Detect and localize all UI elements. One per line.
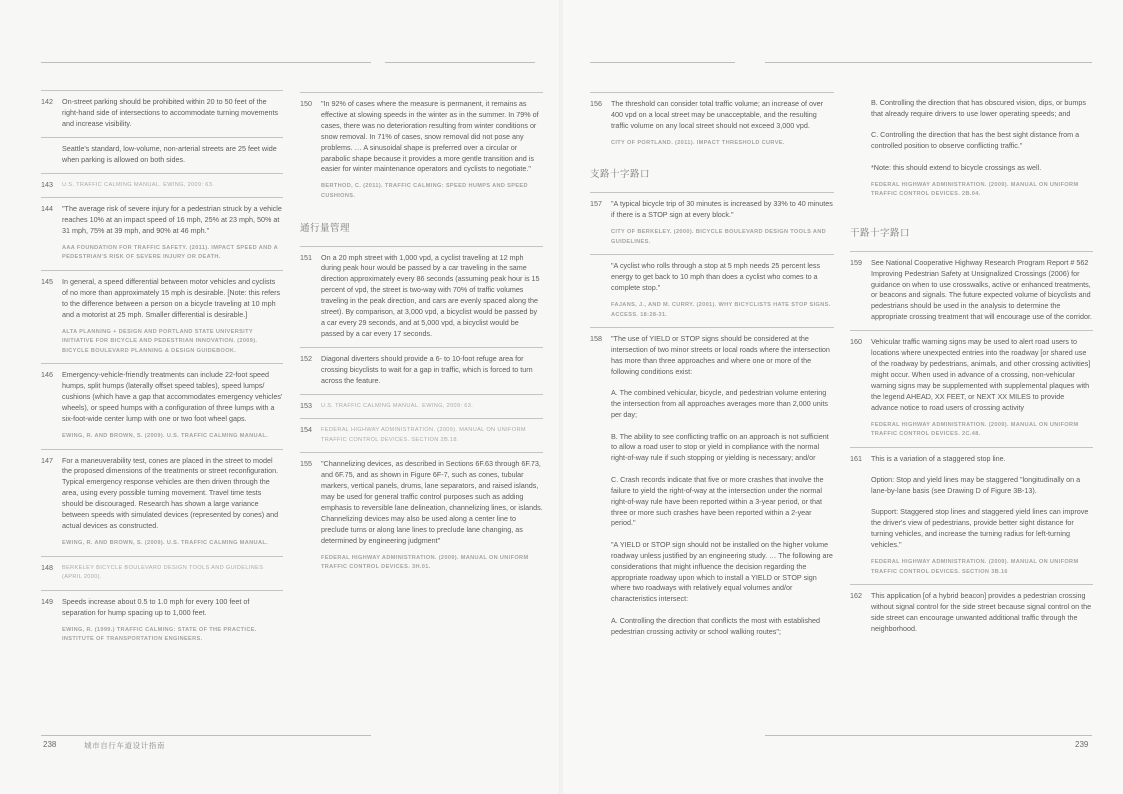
endnote-text: The threshold can consider total traffic volume; an increase of over 400 vpd on a local street may be unacceptable, and the resulting traffic volume on any local street should not exceed 3,000 vpd.	[611, 99, 824, 130]
endnote-source: EWING, R. AND BROWN, S. (2009). U.S. TRAFFIC CALMING MANUAL.	[62, 539, 269, 546]
endnote-source: FEDERAL HIGHWAY ADMINISTRATION. (2009). MANUAL ON UNIFORM TRAFFIC CONTROL DEVICES. 2C.48.	[871, 421, 1079, 438]
endnote-body	[611, 199, 834, 247]
endnote-body	[871, 454, 1093, 578]
endnote-number: 158	[590, 334, 602, 344]
endnote-body	[62, 277, 283, 356]
endnote	[41, 590, 283, 652]
endnote-number: 149	[41, 596, 53, 606]
endnote	[300, 92, 543, 209]
endnote-source: EWING, R. (1999.) TRAFFIC CALMING: STATE OF THE PRACTICE. INSTITUTE OF TRANSPORTATION ENGINEERS.	[62, 626, 257, 643]
endnote-number: 152	[300, 353, 312, 363]
endnote-text: *Note: this should extend to bicycle crossings as well.	[871, 162, 1042, 172]
footer-rule	[765, 735, 1092, 736]
endnote-text: "A typical bicycle trip of 30 minutes is increased by 33% to 40 minutes if there is a STOP sign at every block."	[611, 199, 833, 220]
notes-column-3	[590, 92, 834, 645]
endnote-number: 142	[41, 97, 53, 106]
endnote	[590, 327, 834, 644]
endnote	[41, 137, 283, 173]
endnote-text: C. Controlling the direction that has the best sight distance from a controlled position to observe conflicting traffic."	[871, 130, 1080, 151]
endnote-source: U.S. TRAFFIC CALMING MANUAL. EWING, 2009: 63.	[321, 402, 474, 409]
endnote-number: 150	[300, 99, 312, 108]
endnote-source: CITY OF PORTLAND. (2011). IMPACT THRESHOLD CURVE.	[611, 139, 785, 146]
endnote	[41, 197, 283, 270]
top-rule	[385, 62, 535, 63]
endnote-text: Option: Stop and yield lines may be staggered "longitudinally on a lane-by-lane basis (see Drawing D of Figure 3B-13).	[871, 475, 1081, 495]
endnote-number: 159	[850, 257, 862, 267]
endnote-text: This application [of a hybrid beacon] provides a pedestrian crossing without signal control for the side street because signal control on the side street can encourage unwanted additional traffic through the neighborhood.	[871, 591, 1092, 633]
endnote	[850, 92, 1093, 207]
endnote-body	[321, 402, 543, 412]
endnote	[850, 330, 1093, 447]
endnote	[300, 347, 543, 394]
endnote-body	[871, 591, 1093, 635]
endnote-text: On-street parking should be prohibited within 20 to 50 feet of the right-hand side of intersections to accommodate turning movements and increase visibility.	[62, 97, 279, 128]
endnote-number: 161	[850, 453, 862, 463]
endnote	[300, 394, 543, 419]
endnote-text: On a 20 mph street with 1,000 vpd, a cyclist traveling at 12 mph during peak hour would be passed by a car traveling in the same direction approximately every 86 seconds (assuming peak hour is 15 percent of vpd, the street is two-way with 70% of traffic volumes traveling in the peak direction, and cars are evenly spaced along the street). By comparison, at 3,000 vpd, a bicyclist would be passed by a car every 29 seconds, and at 5,000 vpd, a bicyclist would be passed by a car every 17 seconds.	[321, 252, 540, 338]
endnote-number: 145	[41, 277, 53, 287]
endnote-source: FEDERAL HIGHWAY ADMINISTRATION. (2009). MANUAL ON UNIFORM TRAFFIC CONTROL DEVICES. 3H.01.	[321, 554, 529, 571]
endnote-source: AAA FOUNDATION FOR TRAFFIC SAFETY. (2011). IMPACT SPEED AND A PEDESTRIAN'S RISK OF SEVERE INJURY OR DEATH.	[62, 244, 278, 261]
endnote-text: "The use of YIELD or STOP signs should be considered at the intersection of two minor streets or local roads where the intersection has more than three approaches and where one or more of the following conditions exist:	[611, 334, 830, 376]
endnote-text: Emergency-vehicle-friendly treatments can include 22-foot speed humps, split humps (laterally offset speed tables), speed lumps/ cushions (which have a gap that accommodates emergency vehicles' wheels), or speed humps with a configuration of three lumps with a six-foot-wide center lump with one or two foot wheel gaps.	[62, 370, 283, 424]
notes-column-4	[850, 92, 1093, 642]
endnote-source: FAJANS, J., AND M. CURRY. (2001). WHY BICYCLISTS HATE STOP SIGNS. ACCESS. 18:28-31.	[611, 302, 831, 318]
gutter	[559, 0, 563, 794]
endnote-body	[871, 337, 1093, 440]
endnote-text: B. The ability to see conflicting traffic on an approach is not sufficient to allow a road user to stop or yield in compliance with the normal right-of-way rule if such stopping or yielding is necessary; and/or	[611, 431, 829, 463]
endnote-body	[62, 144, 283, 166]
endnote-number: 156	[590, 99, 602, 108]
running-title: 城市自行车道设计指南	[84, 741, 165, 750]
endnote-source: U.S. TRAFFIC CALMING MANUAL. EWING, 2009: 63.	[62, 181, 215, 188]
endnote	[300, 452, 543, 579]
section-heading: 通行量管理	[300, 222, 351, 234]
top-rule	[41, 62, 371, 63]
endnote	[41, 270, 283, 363]
endnote-text: In general, a speed differential between motor vehicles and cyclists of no more than approximately 15 mph is desirable. [Note: this refers to the difference between a person on a bicycle traveling at 10 mph and a motorist at 25 mph. Smaller differential is desirable.]	[62, 277, 281, 319]
endnote	[41, 90, 283, 137]
endnote-body	[62, 456, 283, 549]
endnote-body	[321, 253, 543, 340]
endnote-text: Support: Staggered stop lines and staggered yield lines can improve the driver's view of pedestrians, provide better sight distance for turning vehicles, and increase the turning radius for left-turning vehicles."	[871, 507, 1089, 550]
endnote-text: Speeds increase about 0.5 to 1.0 mph for every 100 feet of separation for hump spacing up to 1,000 feet.	[62, 596, 250, 617]
endnote	[41, 173, 283, 198]
endnote-body	[611, 261, 834, 320]
section-heading: 支路十字路口	[590, 169, 651, 181]
endnote-text: Seattle's standard, low-volume, non-arterial streets are 25 feet wide when parking is allowed on both sides.	[62, 143, 277, 164]
endnote-text: Diagonal diverters should provide a 6- to 10-foot refuge area for crossing bicyclists to wait for a gap in traffic, which is forced to turn across the feature.	[321, 353, 533, 385]
endnote-source: FEDERAL HIGHWAY ADMINISTRATION. (2009). MANUAL ON UNIFORM TRAFFIC CONTROL DEVICES. 2B.04.	[871, 181, 1079, 198]
endnote-number: 153	[300, 400, 312, 410]
endnote-body	[321, 99, 543, 202]
endnote-body	[62, 597, 283, 645]
endnote-number: 160	[850, 337, 862, 347]
endnote-source: FEDERAL HIGHWAY ADMINISTRATION. (2009). MANUAL ON UNIFORM TRAFFIC CONTROL DEVICES. SECTION 2B.18.	[321, 427, 526, 443]
page-number-right: 239	[1075, 740, 1089, 749]
section-heading: 干路十字路口	[850, 227, 911, 239]
top-rule	[590, 62, 735, 63]
endnote-number: 147	[41, 455, 53, 465]
endnote-text: A. Controlling the direction that conflicts the most with established pedestrian crossing activity or school walking routes";	[611, 615, 820, 636]
endnote-text: "Channelizing devices, as described in Sections 6F.63 through 6F.73, and 6F.75, and as shown in Figure 6F-7, such as cones, tubular markers, vertical panels, drums, lane separators, and raised islands, may be used for general traffic control purposes such as adding emphasis to reversible lane delineation, channelizing lines, or islands. Channelizing devices may also be used along a center line to preclude turns or along lane lines to preclude lane changing, as determined by engineering judgment"	[321, 459, 543, 545]
endnote-number: 144	[41, 204, 53, 214]
endnote-number: 146	[41, 370, 53, 380]
notes-column-1	[41, 90, 283, 652]
endnote	[850, 584, 1093, 642]
footer-rule	[41, 735, 371, 736]
endnote-text: "A cyclist who rolls through a stop at 5 mph needs 25 percent less energy to get back to 10 mph than does a cyclist who comes to a complete stop."	[611, 261, 821, 293]
endnote-source: BERKELEY BICYCLE BOULEVARD DESIGN TOOLS AND GUIDELINES (APRIL 2000).	[62, 564, 264, 581]
endnote-source: EWING, R. AND BROWN, S. (2009). U.S. TRAFFIC CALMING MANUAL.	[62, 432, 269, 439]
endnote-number: 151	[300, 252, 312, 262]
endnote	[590, 92, 834, 155]
endnote-number: 157	[590, 199, 602, 209]
endnote-body	[62, 370, 283, 441]
endnote-text: A. The combined vehicular, bicycle, and pedestrian volume entering the intersection from all approaches averages more than 2,000 units per day;	[611, 388, 828, 420]
endnote	[850, 251, 1093, 330]
endnote-body	[62, 564, 283, 583]
endnote-body	[62, 97, 283, 130]
endnote	[41, 363, 283, 448]
endnote-text: C. Crash records indicate that five or more crashes that involve the failure to yield the right-of-way at the intersection under the normal right-of-way rule have been reported within a 3-year period, or that three or more such crashes have been reported within a 2-year period."	[611, 474, 824, 528]
endnote	[300, 418, 543, 452]
endnote	[590, 254, 834, 327]
endnote-body	[62, 204, 283, 263]
endnote	[590, 192, 834, 254]
endnote-text: "The average risk of severe injury for a pedestrian struck by a vehicle reaches 10% at an impact speed of 16 mph, 25% at 23 mph, 50% at 31 mph, 75% at 39 mph, and 90% at 46 mph."	[62, 204, 282, 235]
endnote-text: Vehicular traffic warning signs may be used to alert road users to locations where unexpected entries into the roadway [or shared use of the roadway by pedestrians, animals, and other crossing activities] might occur. When used in advance of a crossing, non-vehicular warning signs may be supplemented with supplemental plaques with the legend AHEAD, XX FEET, or NEXT XX MILES to provide advance notice to road users of crossing activity	[871, 337, 1091, 412]
endnote-text: For a maneuverability test, cones are placed in the street to model the proposed dimensions of the treatments or street reconfiguration. Typical emergency response vehicles are then driven through the area, using every possible turning movement. Travel time tests should be discouraged. Research has shown a large variance between speeds with simulated devices (represented by cones) and actual devices as constructed.	[62, 455, 279, 530]
endnote-body	[321, 426, 543, 445]
endnote-source: BERTHOD, C. (2011). TRAFFIC CALMING: SPEED HUMPS AND SPEED CUSHIONS.	[321, 183, 528, 199]
endnote-number: 162	[850, 591, 862, 601]
endnote-text: B. Controlling the direction that has obscured vision, dips, or bumps that already require drivers to use lower operating speeds; and	[871, 98, 1086, 118]
endnote-body	[871, 258, 1093, 323]
endnote-source: ALTA PLANNING + DESIGN AND PORTLAND STATE UNIVERSITY INITIATIVE FOR BICYCLE AND PEDESTRIAN INNOVATION. (2009). BICYCLE BOULEVARD PLANNING & DESIGN GUIDEBOOK.	[62, 328, 258, 354]
endnote-source: FEDERAL HIGHWAY ADMINISTRATION. (2009). MANUAL ON UNIFORM TRAFFIC CONTROL DEVICES. SECTION 3B.16	[871, 559, 1079, 575]
endnote	[300, 246, 543, 347]
endnote-body	[321, 459, 543, 572]
endnote	[850, 447, 1093, 585]
endnote-text: "A YIELD or STOP sign should not be installed on the higher volume roadway unless justified by an engineering study. … The following are considerations that might influence the decision regarding the appropriate roadway upon which to install a YIELD or STOP sign where two roadways with relatively equal volumes and/or characteristics intersect:	[611, 539, 833, 604]
top-rule	[765, 62, 1092, 63]
endnote-text: This is a variation of a staggered stop line.	[871, 453, 1006, 463]
endnote-body	[611, 334, 834, 637]
notes-column-2	[300, 92, 543, 580]
endnote-number: 154	[300, 425, 312, 435]
endnote-number: 143	[41, 179, 53, 189]
endnote-body	[871, 98, 1093, 200]
endnote-number: 148	[41, 562, 53, 572]
endnote-body	[611, 99, 834, 148]
endnote-source: CITY OF BERKELEY. (2000). BICYCLE BOULEVARD DESIGN TOOLS AND GUIDELINES.	[611, 229, 827, 245]
endnote-number: 155	[300, 459, 312, 469]
endnote-body	[62, 181, 283, 191]
endnote-body	[321, 354, 543, 387]
endnote	[41, 556, 283, 590]
endnote-text: "In 92% of cases where the measure is permanent, it remains as effective at slowing speeds in the winter as in the summer. In 79% of cases, there was no deterioration resulting from winter conditions or snow removal. In 71% of cases, snow removal did not pose any problems. … A sinusoidal shape is preferred over a circular or parabolic shape because it provides a more gentle transition and is easier for winter maintenance operators and cyclists to negotiate."	[321, 99, 539, 174]
endnote	[41, 449, 283, 556]
endnote-text: See National Cooperative Highway Research Program Report # 562 Improving Pedestrian Safety at Unsignalized Crossings (2006) for guidance on when to use crosswalks, active or enhanced treatments, or beacons and signals. The future expected volume of bicyclists and pedestrians should be used in the analysis to determine the appropriate crossing treatment that will encourage use of the corridor.	[871, 257, 1092, 322]
page-number-left: 238	[43, 740, 57, 749]
